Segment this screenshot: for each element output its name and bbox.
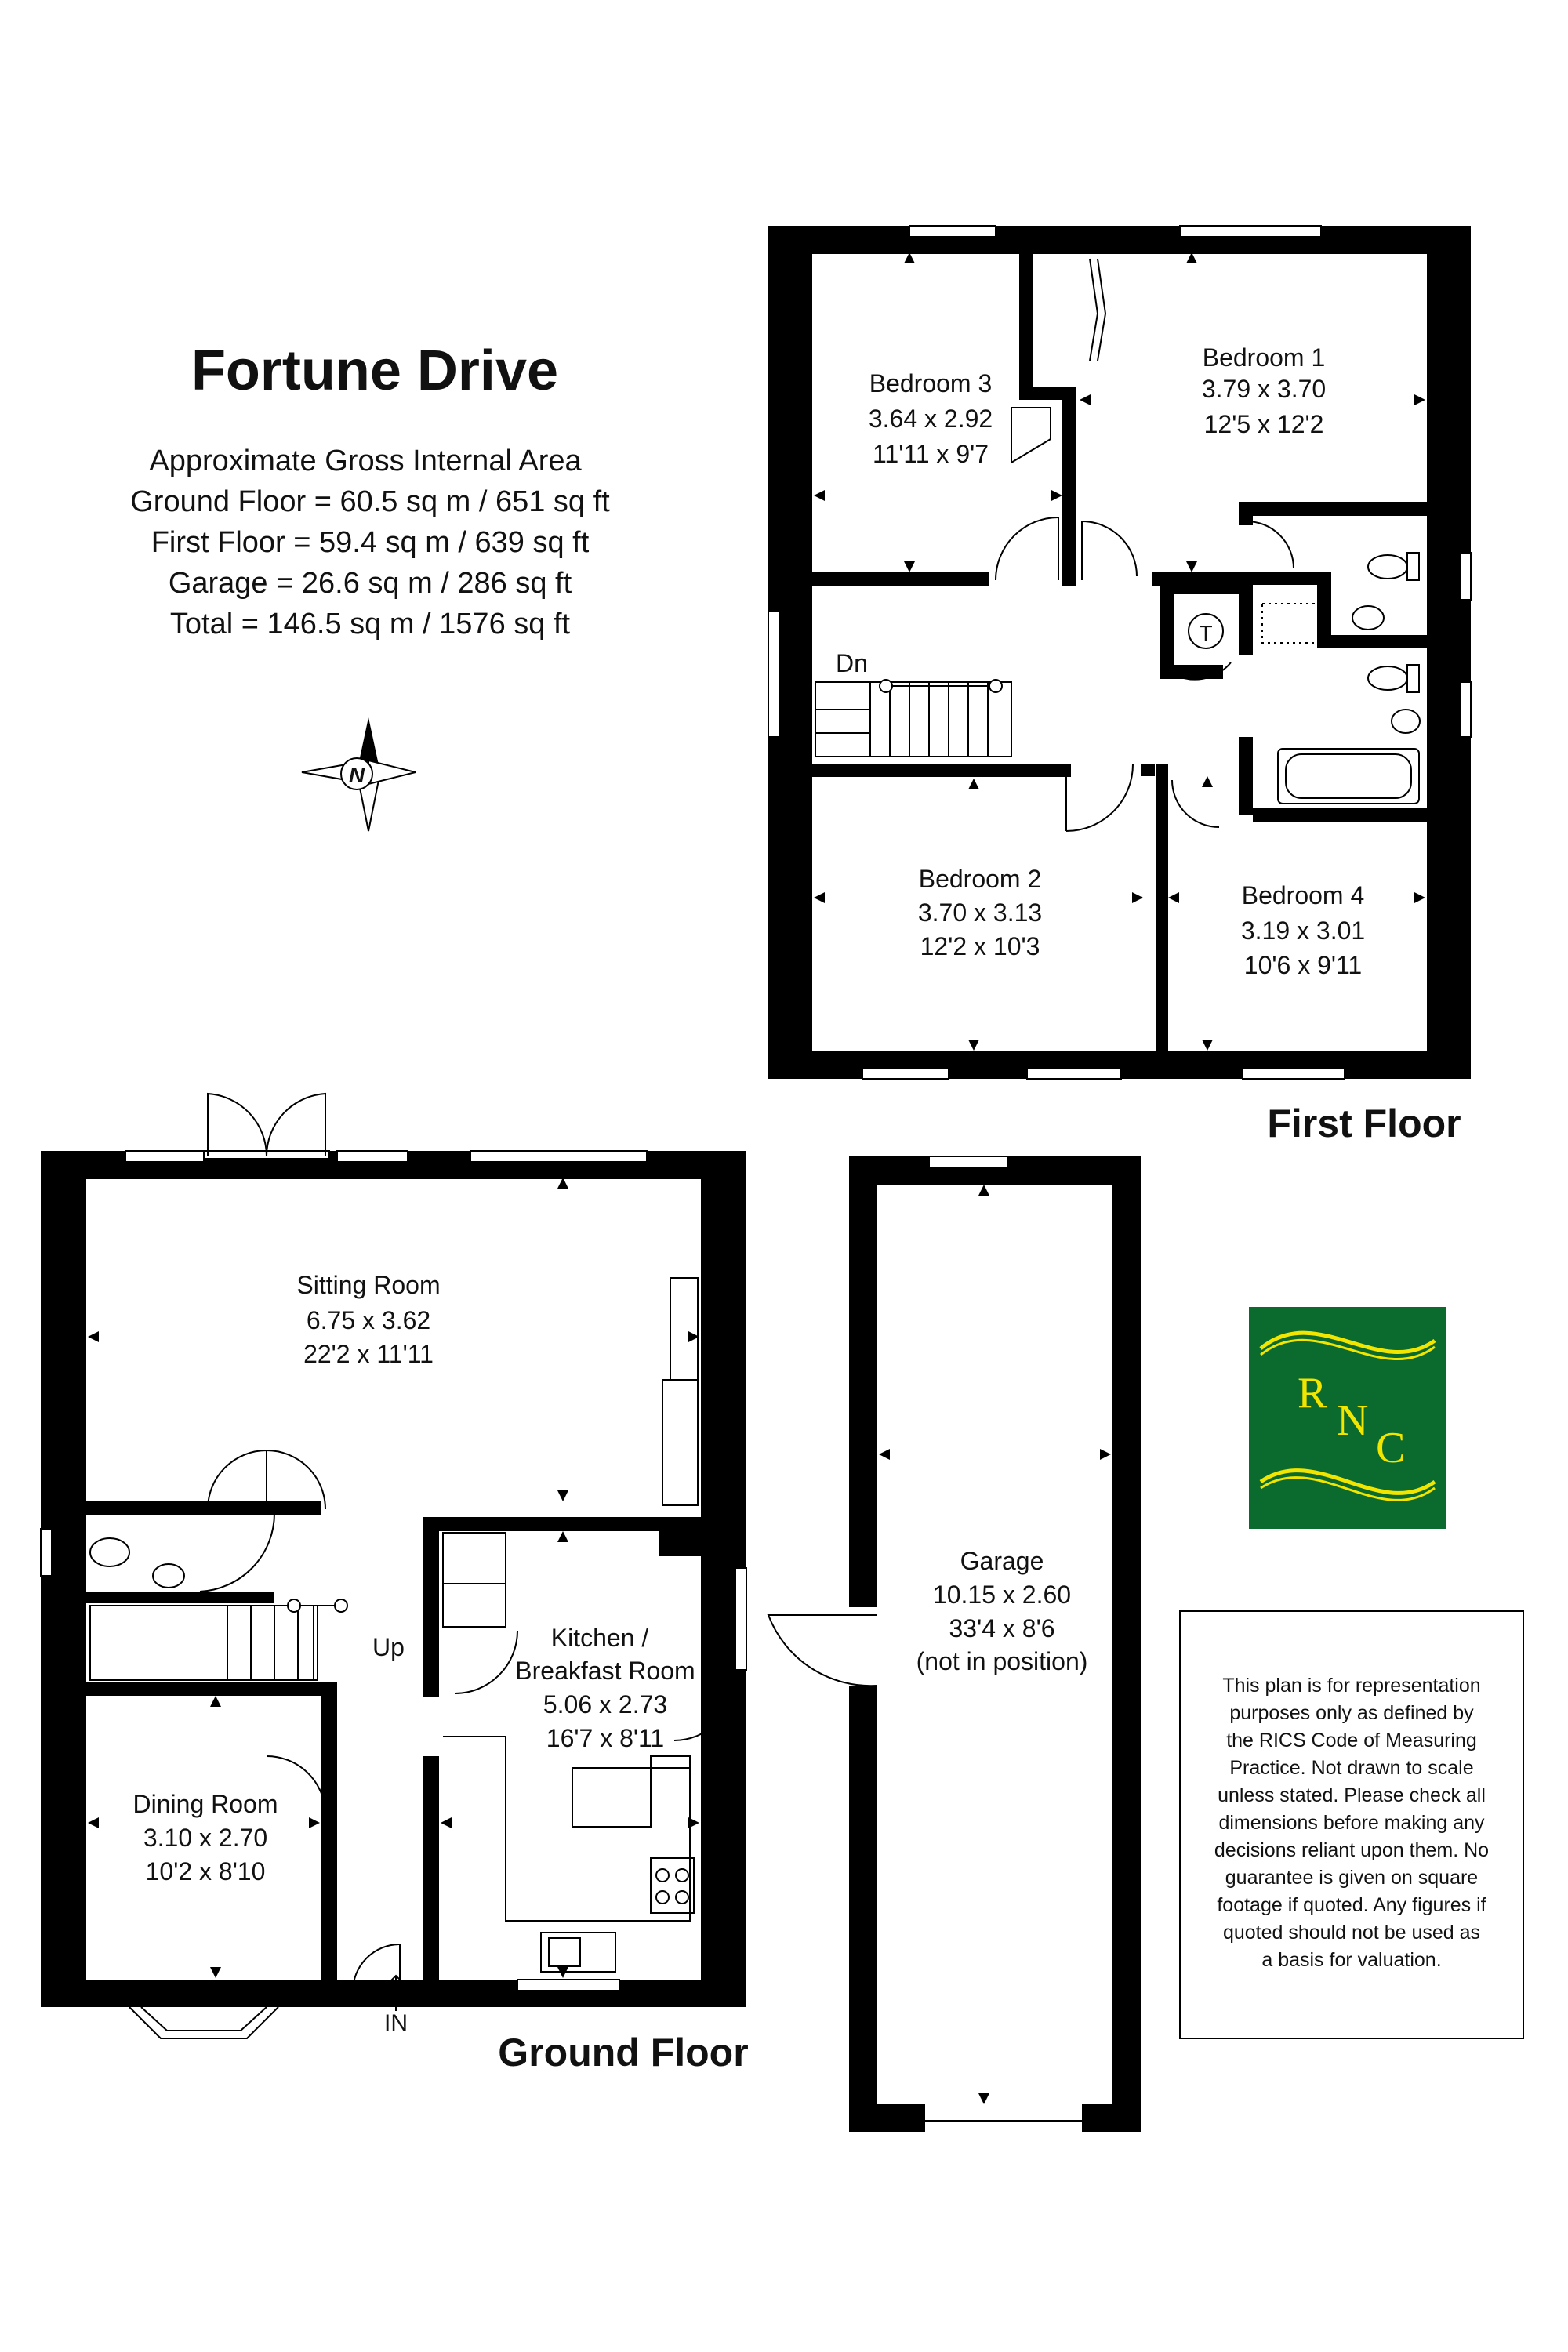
disclaimer-line: dimensions before making any [1218, 1812, 1485, 1834]
ground-stairs-label: Up [372, 1633, 405, 1661]
logo-letter-n: N [1337, 1396, 1369, 1445]
cupboard-label: T [1199, 621, 1213, 645]
garage-metric: 10.15 x 2.60 [932, 1581, 1072, 1609]
kitchen-metric: 5.06 x 2.73 [543, 1690, 668, 1719]
area-heading: Approximate Gross Internal Area [149, 445, 582, 477]
disclaimer-line: This plan is for representation [1222, 1675, 1481, 1697]
sitting-room-imperial: 22'2 x 11'11 [303, 1340, 434, 1368]
entrance-label: IN [384, 2010, 408, 2036]
disclaimer-box [1180, 1611, 1523, 2038]
first-floor-label: First Floor [1267, 1102, 1461, 1145]
bedroom3-name: Bedroom 3 [869, 369, 993, 397]
bedroom1-metric: 3.79 x 3.70 [1201, 375, 1327, 403]
area-line-garage: Garage = 26.6 sq m / 286 sq ft [168, 567, 572, 600]
first-floor-plan [768, 226, 1471, 1145]
bedroom2-imperial: 12'2 x 10'3 [920, 932, 1040, 960]
disclaimer-line: quoted should not be used as [1222, 1922, 1481, 1944]
garage-note: (not in position) [916, 1647, 1088, 1675]
area-line-first: First Floor = 59.4 sq m / 639 sq ft [151, 526, 590, 559]
disclaimer-line: decisions reliant upon them. No [1214, 1839, 1490, 1861]
rnc-logo [1249, 1307, 1446, 1529]
ground-floor-plan [41, 1094, 749, 2074]
dining-room-name: Dining Room [132, 1790, 278, 1818]
dining-room-metric: 3.10 x 2.70 [143, 1824, 268, 1852]
disclaimer-line: the RICS Code of Measuring [1226, 1730, 1477, 1751]
bedroom3-imperial: 11'11 x 9'7 [872, 440, 989, 468]
area-line-total: Total = 146.5 sq m / 1576 sq ft [169, 608, 571, 641]
bedroom4-imperial: 10'6 x 9'11 [1243, 951, 1363, 979]
compass-icon [302, 717, 416, 831]
disclaimer-line: guarantee is given on square [1225, 1867, 1479, 1889]
sitting-room-metric: 6.75 x 3.62 [306, 1306, 431, 1334]
garage-name: Garage [960, 1547, 1044, 1575]
logo-letter-r: R [1298, 1369, 1327, 1417]
bedroom2-metric: 3.70 x 3.13 [917, 898, 1043, 927]
kitchen-name-line1: Kitchen / [550, 1624, 649, 1652]
compass-letter: N [348, 763, 365, 787]
bay-window [129, 2007, 278, 2038]
disclaimer-line: unless stated. Please check all [1218, 1784, 1486, 1806]
dining-room-imperial: 10'2 x 8'10 [145, 1857, 266, 1886]
disclaimer-line: Practice. Not drawn to scale [1229, 1757, 1474, 1779]
garage-dimension-arrows [879, 1185, 1111, 2104]
bedroom1-name: Bedroom 1 [1202, 343, 1326, 372]
kitchen-imperial: 16'7 x 8'11 [546, 1724, 665, 1752]
kitchen-fittings [443, 1533, 694, 1972]
logo-letter-c: C [1376, 1424, 1406, 1472]
disclaimer-line: footage if quoted. Any figures if [1217, 1894, 1486, 1916]
first-floor-bathroom-fittings [1262, 553, 1420, 804]
bedroom3-metric: 3.64 x 2.92 [868, 405, 993, 433]
plan-title: Fortune Drive [191, 339, 559, 402]
bedroom4-metric: 3.19 x 3.01 [1240, 916, 1366, 945]
bedroom1-imperial: 12'5 x 12'2 [1203, 410, 1324, 438]
garage-imperial: 33'4 x 8'6 [949, 1614, 1055, 1642]
disclaimer-line: a basis for valuation. [1261, 1949, 1442, 1971]
kitchen-name-line2: Breakfast Room [515, 1657, 695, 1685]
disclaimer-line: purposes only as defined by [1229, 1702, 1474, 1724]
garage-plan [768, 1156, 1141, 2132]
bedroom2-name: Bedroom 2 [918, 865, 1042, 893]
ground-floor-label: Ground Floor [498, 2031, 749, 2074]
sitting-room-name: Sitting Room [296, 1271, 441, 1299]
area-line-ground: Ground Floor = 60.5 sq m / 651 sq ft [130, 485, 610, 518]
bedroom4-name: Bedroom 4 [1241, 881, 1365, 909]
first-floor-stairs-label: Dn [836, 649, 868, 677]
